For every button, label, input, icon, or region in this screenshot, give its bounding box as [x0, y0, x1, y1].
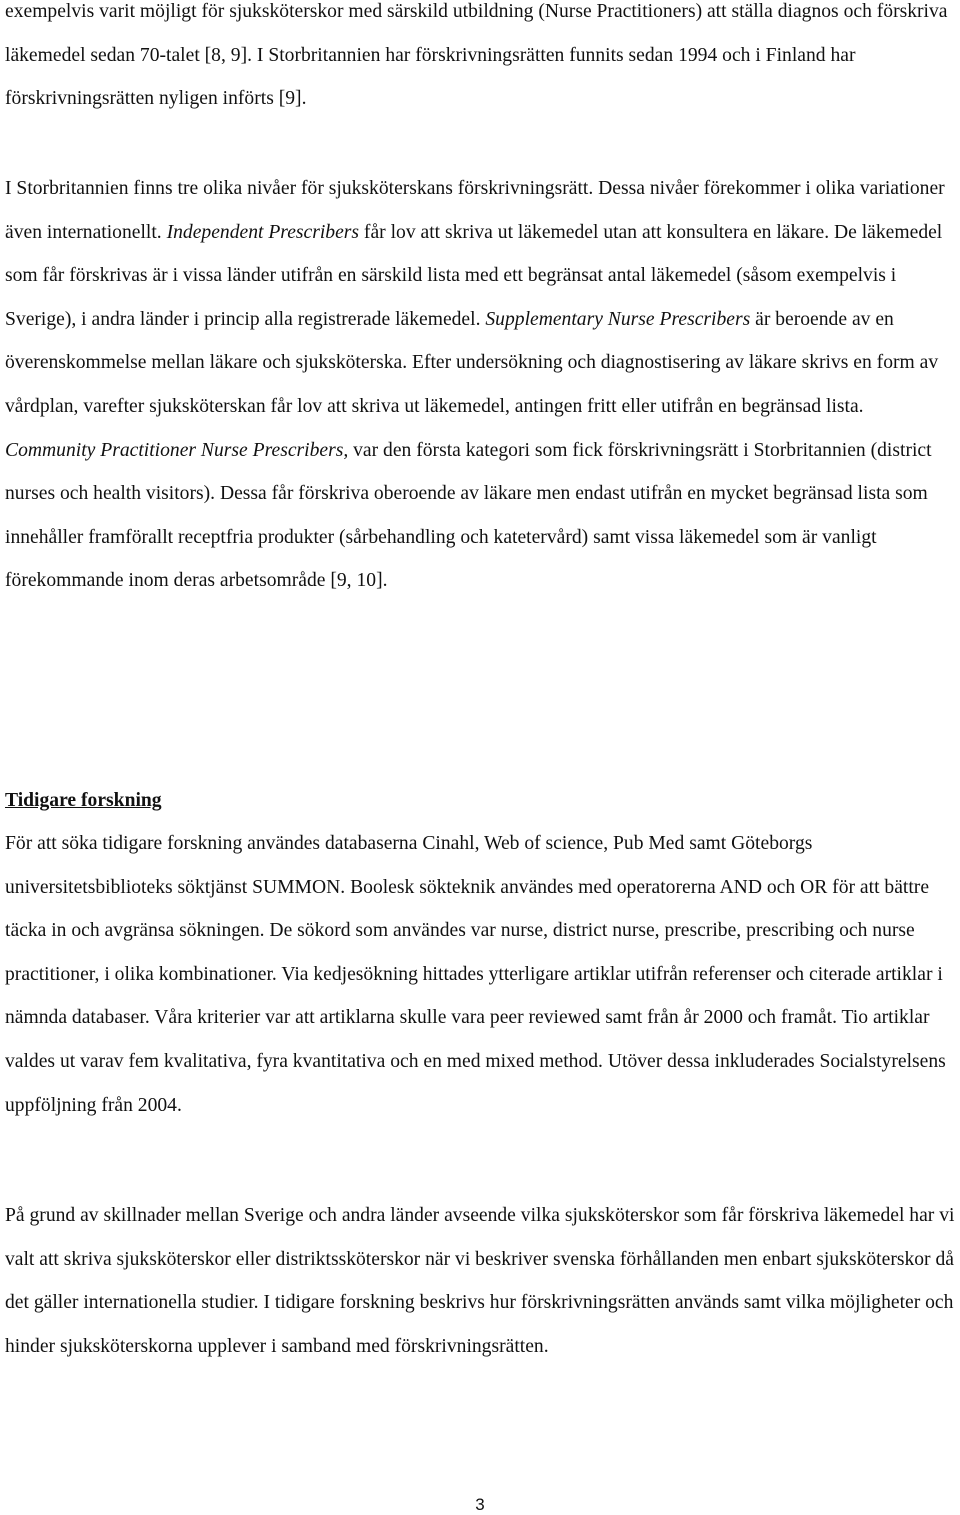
paragraph-text: är beroende av en överenskommelse mellan läkare och sjuksköterska. Efter undersökning och diagnostisering av läkare skrivs en form av vårdplan, varefter sjuksköterskan får lov att skriva ut läkemedel, antingen fritt eller utifrån en begränsad lista. — [5, 308, 939, 417]
term-independent-prescribers: Independent Prescribers — [166, 221, 360, 243]
paragraph-text: I Storbritannien finns tre olika nivåer för sjuksköterskans förskrivningsrätt. Dessa nivåer förekommer i olika variationer även internationellt. — [5, 178, 945, 243]
paragraph-text: får lov att skriva ut läkemedel utan att konsultera en läkare. De läkemedel som får förskrivas är i vissa länder utifrån en särskild lista med ett begränsat antal läkemedel (såsom exempelvis i Sverige), i andra länder i princip alla registrerade läkemedel. — [5, 221, 943, 330]
paragraph-prescriber-levels — [5, 167, 957, 603]
section-heading: Tidigare forskning — [5, 790, 162, 811]
paragraph-literature-search: För att söka tidigare forskning användes databaserna Cinahl, Web of science, Pub Med samt Göteborgs universitetsbiblioteks söktjänst SUMMON. Boolesk sökteknik användes med operatorerna AND och OR för att bättre täcka in och avgränsa sökningen. De sökord som användes var nurse, district nurse, prescribe, prescribing och nurse practitioner, i olika kombinationer. Via kedjesökning hittades ytterligare artiklar utifrån referenser och citerade artiklar i nämnda databaser. Våra kriterier var att artiklarna skulle vara peer reviewed samt från år 2000 och framåt. Tio artiklar valdes ut varav fem kvalitativa, fyra kvantitativa och en med mixed method. Utöver dessa inkluderades Socialstyrelsens uppföljning från 2004. — [5, 833, 946, 1116]
term-community-practitioner-nurse-prescribers: Community Practitioner Nurse Prescribers, — [5, 439, 349, 461]
page-number: 3 — [475, 1495, 485, 1514]
paragraph-terminology: På grund av skillnader mellan Sverige och andra länder avseende vilka sjuksköterskor som får förskriva läkemedel har vi valt att skriva sjuksköterskor eller distriktssköterskor när vi beskriver svenska förhållanden men enbart sjuksköterskor då det gäller internationella studier. I tidigare forskning beskrivs hur förskrivningsrätten används samt vilka möjligheter och hinder sjuksköterskorna upplever i samband med förskrivningsrätten. — [5, 1205, 955, 1357]
term-supplementary-nurse-prescribers: Supplementary Nurse Prescribers — [485, 308, 751, 330]
paragraph-prescribing-history: exempelvis varit möjligt för sjuksköterskor med särskild utbildning (Nurse Practitioners) att ställa diagnos och förskriva läkemedel sedan 70-talet [8, 9]. I Storbritannien har förskrivningsrätten funnits sedan 1994 och i Finland har förskrivningsrätten nyligen införts [9]. — [5, 1, 948, 109]
paragraph-text: var den första kategori som fick förskrivningsrätt i Storbritannien (district nurses och health visitors). Dessa får förskriva oberoende av läkare men endast utifrån en mycket begränsad lista som innehåller framförallt receptfria produkter (sårbehandling och katetervård) samt vissa läkemedel som är vanligt förekommande inom deras arbetsområde [9, 10]. — [5, 439, 932, 592]
